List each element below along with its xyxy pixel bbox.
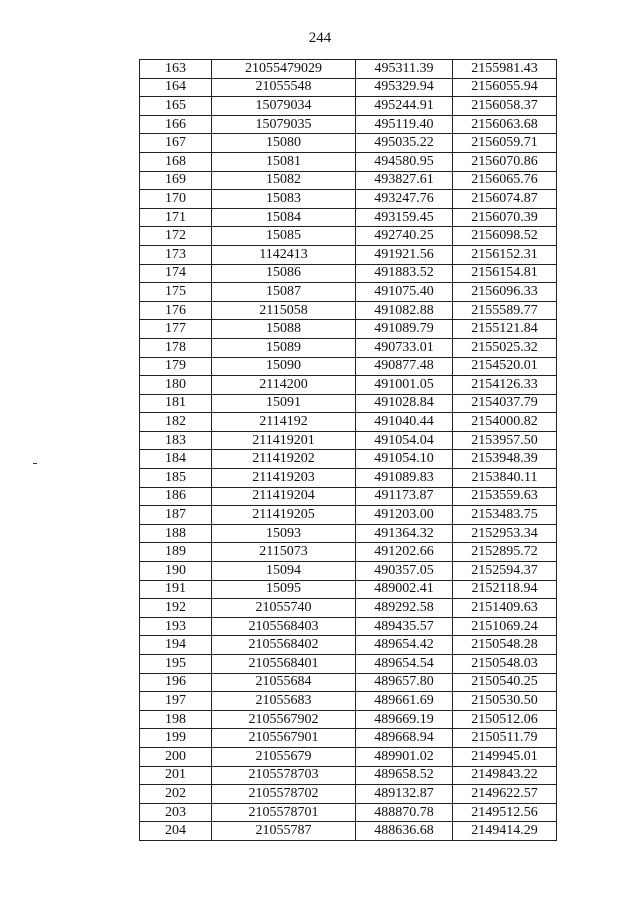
y-coordinate-cell: 2156096.33 [453,283,557,302]
x-coordinate-cell: 495329.94 [356,78,453,97]
y-coordinate-cell: 2152895.72 [453,543,557,562]
y-coordinate-cell: 2156058.37 [453,97,557,116]
table-row [140,599,557,618]
row-index-cell: 163 [140,60,212,79]
x-coordinate-cell: 490877.48 [356,357,453,376]
y-coordinate-cell: 2154520.01 [453,357,557,376]
y-coordinate-cell: 2153559.63 [453,487,557,506]
y-coordinate-cell: 2149843.22 [453,766,557,785]
point-id-cell: 15085 [212,227,356,246]
y-coordinate-cell: 2153948.39 [453,450,557,469]
row-index-cell: 194 [140,636,212,655]
point-id-cell: 21055684 [212,673,356,692]
x-coordinate-cell: 491202.66 [356,543,453,562]
y-coordinate-cell: 2156074.87 [453,190,557,209]
table-row [140,97,557,116]
y-coordinate-cell: 2155121.84 [453,320,557,339]
point-id-cell: 15087 [212,283,356,302]
y-coordinate-cell: 2156152.31 [453,245,557,264]
x-coordinate-cell: 491040.44 [356,413,453,432]
row-index-cell: 187 [140,506,212,525]
table-row [140,617,557,636]
row-index-cell: 201 [140,766,212,785]
table-row [140,543,557,562]
table-row [140,710,557,729]
x-coordinate-cell: 489669.19 [356,710,453,729]
y-coordinate-cell: 2156065.76 [453,171,557,190]
y-coordinate-cell: 2149414.29 [453,822,557,841]
y-coordinate-cell: 2154037.79 [453,394,557,413]
point-id-cell: 211419204 [212,487,356,506]
table-row [140,394,557,413]
y-coordinate-cell: 2149512.56 [453,803,557,822]
x-coordinate-cell: 490733.01 [356,338,453,357]
row-index-cell: 166 [140,115,212,134]
table-row [140,469,557,488]
point-id-cell: 15079034 [212,97,356,116]
y-coordinate-cell: 2156154.81 [453,264,557,283]
point-id-cell: 2105567902 [212,710,356,729]
table-row [140,413,557,432]
x-coordinate-cell: 494580.95 [356,152,453,171]
row-index-cell: 176 [140,301,212,320]
table-row [140,747,557,766]
row-index-cell: 189 [140,543,212,562]
x-coordinate-cell: 495244.91 [356,97,453,116]
x-coordinate-cell: 493247.76 [356,190,453,209]
table-row [140,692,557,711]
table-row [140,766,557,785]
row-index-cell: 202 [140,785,212,804]
point-id-cell: 15082 [212,171,356,190]
x-coordinate-cell: 491203.00 [356,506,453,525]
y-coordinate-cell: 2155589.77 [453,301,557,320]
row-index-cell: 178 [140,338,212,357]
x-coordinate-cell: 489657.80 [356,673,453,692]
point-id-cell: 15093 [212,524,356,543]
y-coordinate-cell: 2152118.94 [453,580,557,599]
table-row [140,301,557,320]
table-row [140,487,557,506]
x-coordinate-cell: 490357.05 [356,562,453,581]
table-row [140,245,557,264]
table-row [140,822,557,841]
x-coordinate-cell: 491089.79 [356,320,453,339]
point-id-cell: 15088 [212,320,356,339]
row-index-cell: 198 [140,710,212,729]
table-row [140,655,557,674]
row-index-cell: 165 [140,97,212,116]
point-id-cell: 211419205 [212,506,356,525]
table-row [140,78,557,97]
row-index-cell: 170 [140,190,212,209]
point-id-cell: 2105578703 [212,766,356,785]
row-index-cell: 193 [140,617,212,636]
row-index-cell: 169 [140,171,212,190]
point-id-cell: 21055683 [212,692,356,711]
row-index-cell: 180 [140,376,212,395]
row-index-cell: 172 [140,227,212,246]
x-coordinate-cell: 492740.25 [356,227,453,246]
y-coordinate-cell: 2154126.33 [453,376,557,395]
y-coordinate-cell: 2156070.39 [453,208,557,227]
point-id-cell: 2105578702 [212,785,356,804]
row-index-cell: 191 [140,580,212,599]
row-index-cell: 179 [140,357,212,376]
point-id-cell: 21055479029 [212,60,356,79]
y-coordinate-cell: 2156055.94 [453,78,557,97]
x-coordinate-cell: 493159.45 [356,208,453,227]
y-coordinate-cell: 2153840.11 [453,469,557,488]
point-id-cell: 15083 [212,190,356,209]
row-index-cell: 192 [140,599,212,618]
x-coordinate-cell: 489658.52 [356,766,453,785]
table-row [140,673,557,692]
point-id-cell: 2105567901 [212,729,356,748]
point-id-cell: 15084 [212,208,356,227]
point-id-cell: 2115073 [212,543,356,562]
y-coordinate-cell: 2150548.28 [453,636,557,655]
table-row [140,524,557,543]
table-row [140,562,557,581]
y-coordinate-cell: 2153957.50 [453,431,557,450]
row-index-cell: 188 [140,524,212,543]
x-coordinate-cell: 491082.88 [356,301,453,320]
point-id-cell: 15090 [212,357,356,376]
table-row [140,152,557,171]
x-coordinate-cell: 488870.78 [356,803,453,822]
row-index-cell: 197 [140,692,212,711]
x-coordinate-cell: 495119.40 [356,115,453,134]
table-row [140,208,557,227]
table-row [140,134,557,153]
table-row [140,376,557,395]
point-id-cell: 15091 [212,394,356,413]
x-coordinate-cell: 495311.39 [356,60,453,79]
row-index-cell: 190 [140,562,212,581]
table-row [140,636,557,655]
x-coordinate-cell: 491173.87 [356,487,453,506]
y-coordinate-cell: 2152953.34 [453,524,557,543]
row-index-cell: 171 [140,208,212,227]
x-coordinate-cell: 491001.05 [356,376,453,395]
table-row [140,320,557,339]
point-id-cell: 2105568402 [212,636,356,655]
x-coordinate-cell: 491028.84 [356,394,453,413]
point-id-cell: 15095 [212,580,356,599]
point-id-cell: 21055679 [212,747,356,766]
x-coordinate-cell: 489901.02 [356,747,453,766]
y-coordinate-cell: 2153483.75 [453,506,557,525]
x-coordinate-cell: 491054.04 [356,431,453,450]
x-coordinate-cell: 489435.57 [356,617,453,636]
table-row [140,264,557,283]
point-id-cell: 21055548 [212,78,356,97]
point-id-cell: 2115058 [212,301,356,320]
y-coordinate-cell: 2156059.71 [453,134,557,153]
y-coordinate-cell: 2150512.06 [453,710,557,729]
table-row [140,450,557,469]
x-coordinate-cell: 489654.54 [356,655,453,674]
table-row [140,283,557,302]
x-coordinate-cell: 489661.69 [356,692,453,711]
y-coordinate-cell: 2150548.03 [453,655,557,674]
x-coordinate-cell: 489654.42 [356,636,453,655]
row-index-cell: 199 [140,729,212,748]
row-index-cell: 174 [140,264,212,283]
x-coordinate-cell: 491364.32 [356,524,453,543]
y-coordinate-cell: 2149622.57 [453,785,557,804]
y-coordinate-cell: 2156098.52 [453,227,557,246]
x-coordinate-cell: 491075.40 [356,283,453,302]
point-id-cell: 2105578701 [212,803,356,822]
table-row [140,357,557,376]
x-coordinate-cell: 491883.52 [356,264,453,283]
table-row [140,190,557,209]
y-coordinate-cell: 2156070.86 [453,152,557,171]
point-id-cell: 15089 [212,338,356,357]
y-coordinate-cell: 2155981.43 [453,60,557,79]
x-coordinate-cell: 491921.56 [356,245,453,264]
table-row [140,785,557,804]
row-index-cell: 203 [140,803,212,822]
table-row [140,580,557,599]
x-coordinate-cell: 493827.61 [356,171,453,190]
y-coordinate-cell: 2152594.37 [453,562,557,581]
y-coordinate-cell: 2149945.01 [453,747,557,766]
row-index-cell: 185 [140,469,212,488]
point-id-cell: 21055740 [212,599,356,618]
row-index-cell: 196 [140,673,212,692]
point-id-cell: 1142413 [212,245,356,264]
point-id-cell: 15094 [212,562,356,581]
row-index-cell: 186 [140,487,212,506]
point-id-cell: 15086 [212,264,356,283]
y-coordinate-cell: 2151409.63 [453,599,557,618]
y-coordinate-cell: 2156063.68 [453,115,557,134]
row-index-cell: 184 [140,450,212,469]
point-id-cell: 211419202 [212,450,356,469]
row-index-cell: 177 [140,320,212,339]
table-row [140,338,557,357]
point-id-cell: 15081 [212,152,356,171]
y-coordinate-cell: 2150511.79 [453,729,557,748]
row-index-cell: 200 [140,747,212,766]
point-id-cell: 2105568403 [212,617,356,636]
x-coordinate-cell: 495035.22 [356,134,453,153]
point-id-cell: 2114192 [212,413,356,432]
table-row [140,506,557,525]
coordinates-table [139,59,557,841]
table-row [140,60,557,79]
y-coordinate-cell: 2150530.50 [453,692,557,711]
y-coordinate-cell: 2155025.32 [453,338,557,357]
x-coordinate-cell: 489132.87 [356,785,453,804]
page-number: 244 [308,30,332,46]
margin-mark [33,463,37,464]
row-index-cell: 181 [140,394,212,413]
table-row [140,729,557,748]
table-row [140,431,557,450]
point-id-cell: 21055787 [212,822,356,841]
y-coordinate-cell: 2154000.82 [453,413,557,432]
y-coordinate-cell: 2150540.25 [453,673,557,692]
row-index-cell: 183 [140,431,212,450]
point-id-cell: 2105568401 [212,655,356,674]
x-coordinate-cell: 489002.41 [356,580,453,599]
row-index-cell: 182 [140,413,212,432]
point-id-cell: 15079035 [212,115,356,134]
table-body [140,60,557,841]
row-index-cell: 167 [140,134,212,153]
y-coordinate-cell: 2151069.24 [453,617,557,636]
point-id-cell: 15080 [212,134,356,153]
row-index-cell: 175 [140,283,212,302]
table-row [140,227,557,246]
x-coordinate-cell: 491054.10 [356,450,453,469]
point-id-cell: 2114200 [212,376,356,395]
row-index-cell: 195 [140,655,212,674]
row-index-cell: 173 [140,245,212,264]
row-index-cell: 164 [140,78,212,97]
point-id-cell: 211419201 [212,431,356,450]
x-coordinate-cell: 489668.94 [356,729,453,748]
table-row [140,803,557,822]
x-coordinate-cell: 489292.58 [356,599,453,618]
table-row [140,115,557,134]
point-id-cell: 211419203 [212,469,356,488]
row-index-cell: 168 [140,152,212,171]
x-coordinate-cell: 488636.68 [356,822,453,841]
row-index-cell: 204 [140,822,212,841]
table-row [140,171,557,190]
x-coordinate-cell: 491089.83 [356,469,453,488]
